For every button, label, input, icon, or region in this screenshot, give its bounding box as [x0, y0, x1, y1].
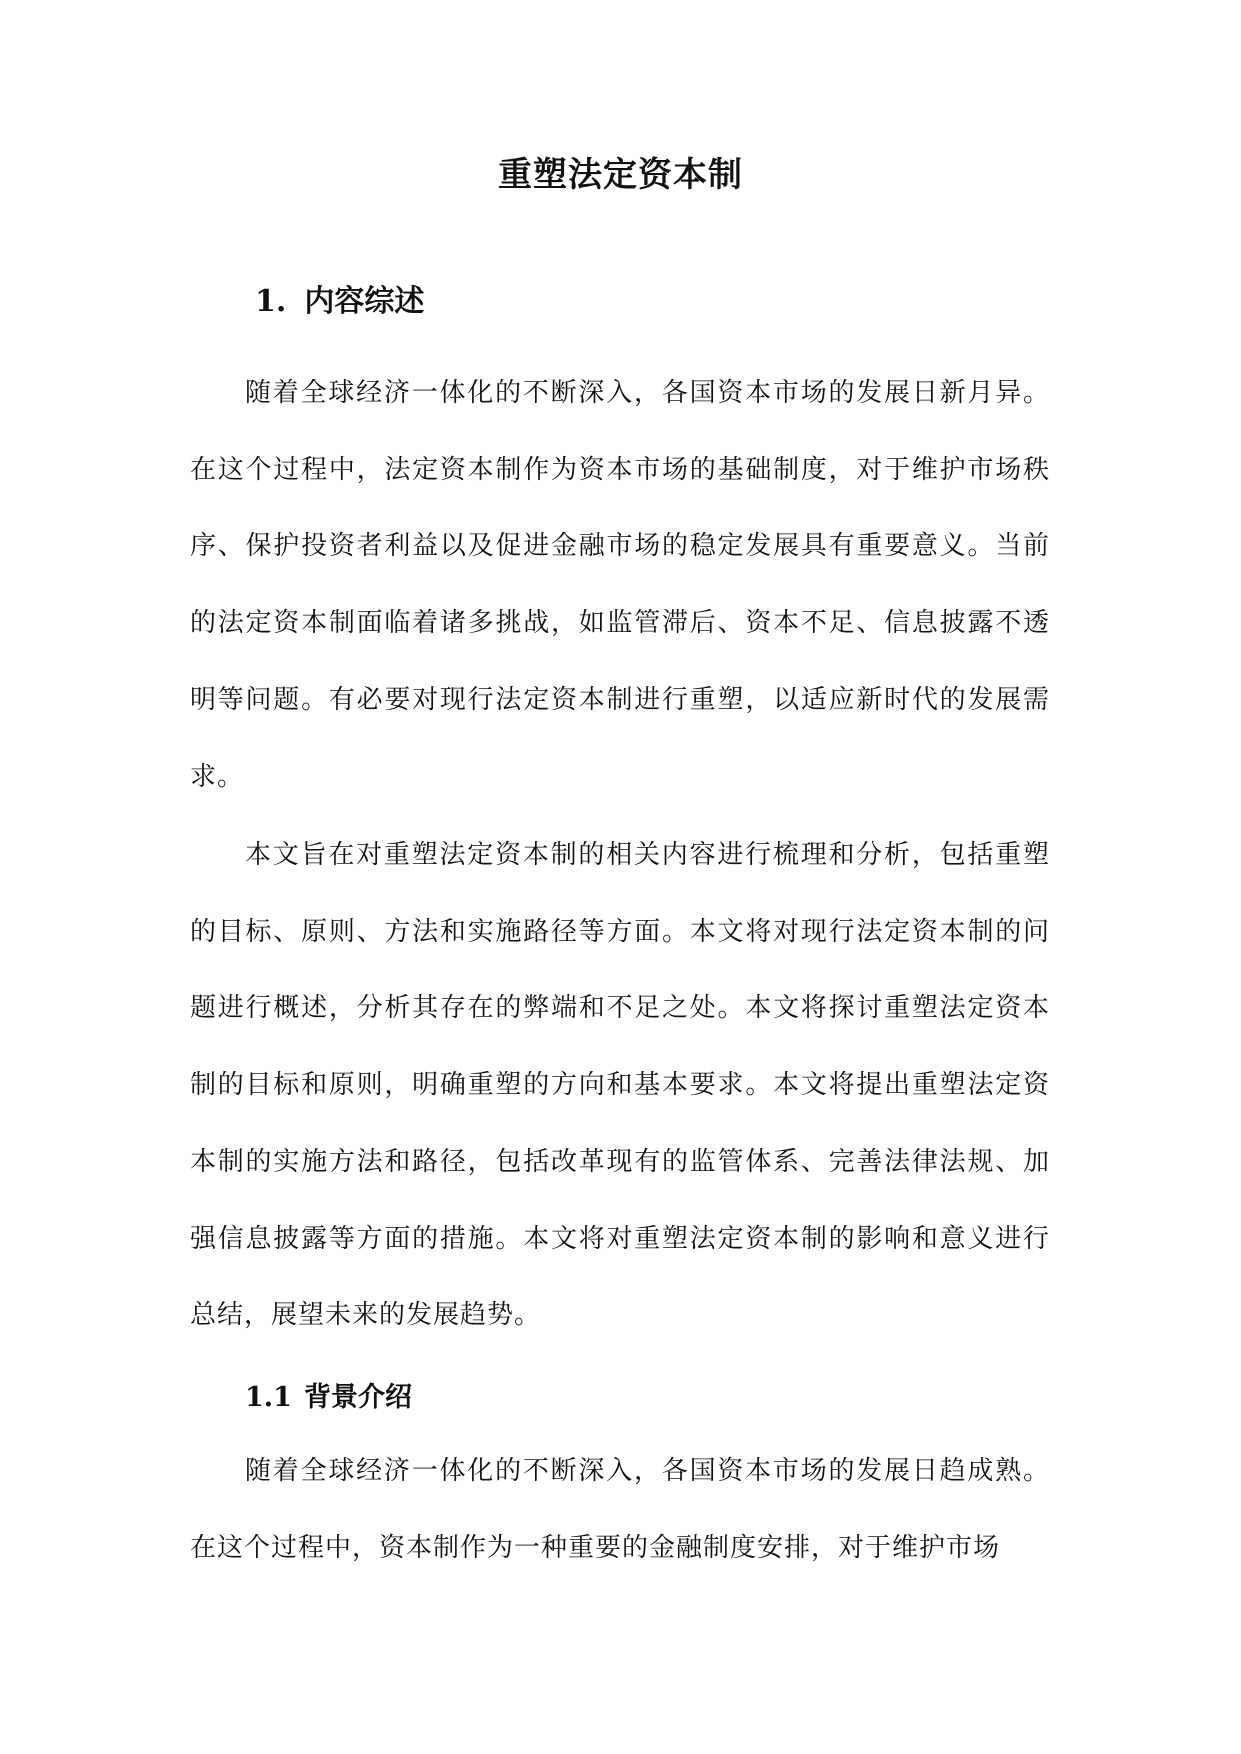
paragraph: 本文旨在对重塑法定资本制的相关内容进行梳理和分析，包括重塑的目标、原则、方法和实施路径等方面。本文将对现行法定资本制的问题进行概述，分析其存在的弊端和不足之处。本文将探讨重塑法定资本制的目标和原则，明确重塑的方向和基本要求。本文将提出重塑法定资本制的实施方法和路径，包括改革现有的监管体系、完善法律法规、加强信息披露等方面的措施。本文将对重塑法定资本制的影响和意义进行总结，展望未来的发展趋势。 — [190, 840, 1050, 1331]
paragraph: 随着全球经济一体化的不断深入，各国资本市场的发展日新月异。在这个过程中，法定资本制作为资本市场的基础制度，对于维护市场秩序、保护投资者利益以及促进金融市场的稳定发展具有重要意义。当前的法定资本制面临着诸多挑战，如监管滞后、资本不足、信息披露不透明等问题。有必要对现行法定资本制进行重塑，以适应新时代的发展需求。 — [190, 378, 1050, 792]
section-number: 1. — [255, 284, 287, 319]
document-title: 重塑法定资本制 — [498, 155, 743, 195]
section-heading-1 — [255, 280, 424, 324]
paragraph: 随着全球经济一体化的不断深入，各国资本市场的发展日趋成熟。在这个过程中，资本制作为一种重要的金融制度安排，对于维护市场 — [190, 1456, 1050, 1563]
subsection-heading-text: 背景介绍 — [303, 1382, 412, 1413]
subsection-number: 1.1 — [245, 1382, 292, 1413]
section-heading-text: 内容综述 — [304, 284, 425, 319]
subsection-heading-1-1 — [245, 1378, 412, 1418]
